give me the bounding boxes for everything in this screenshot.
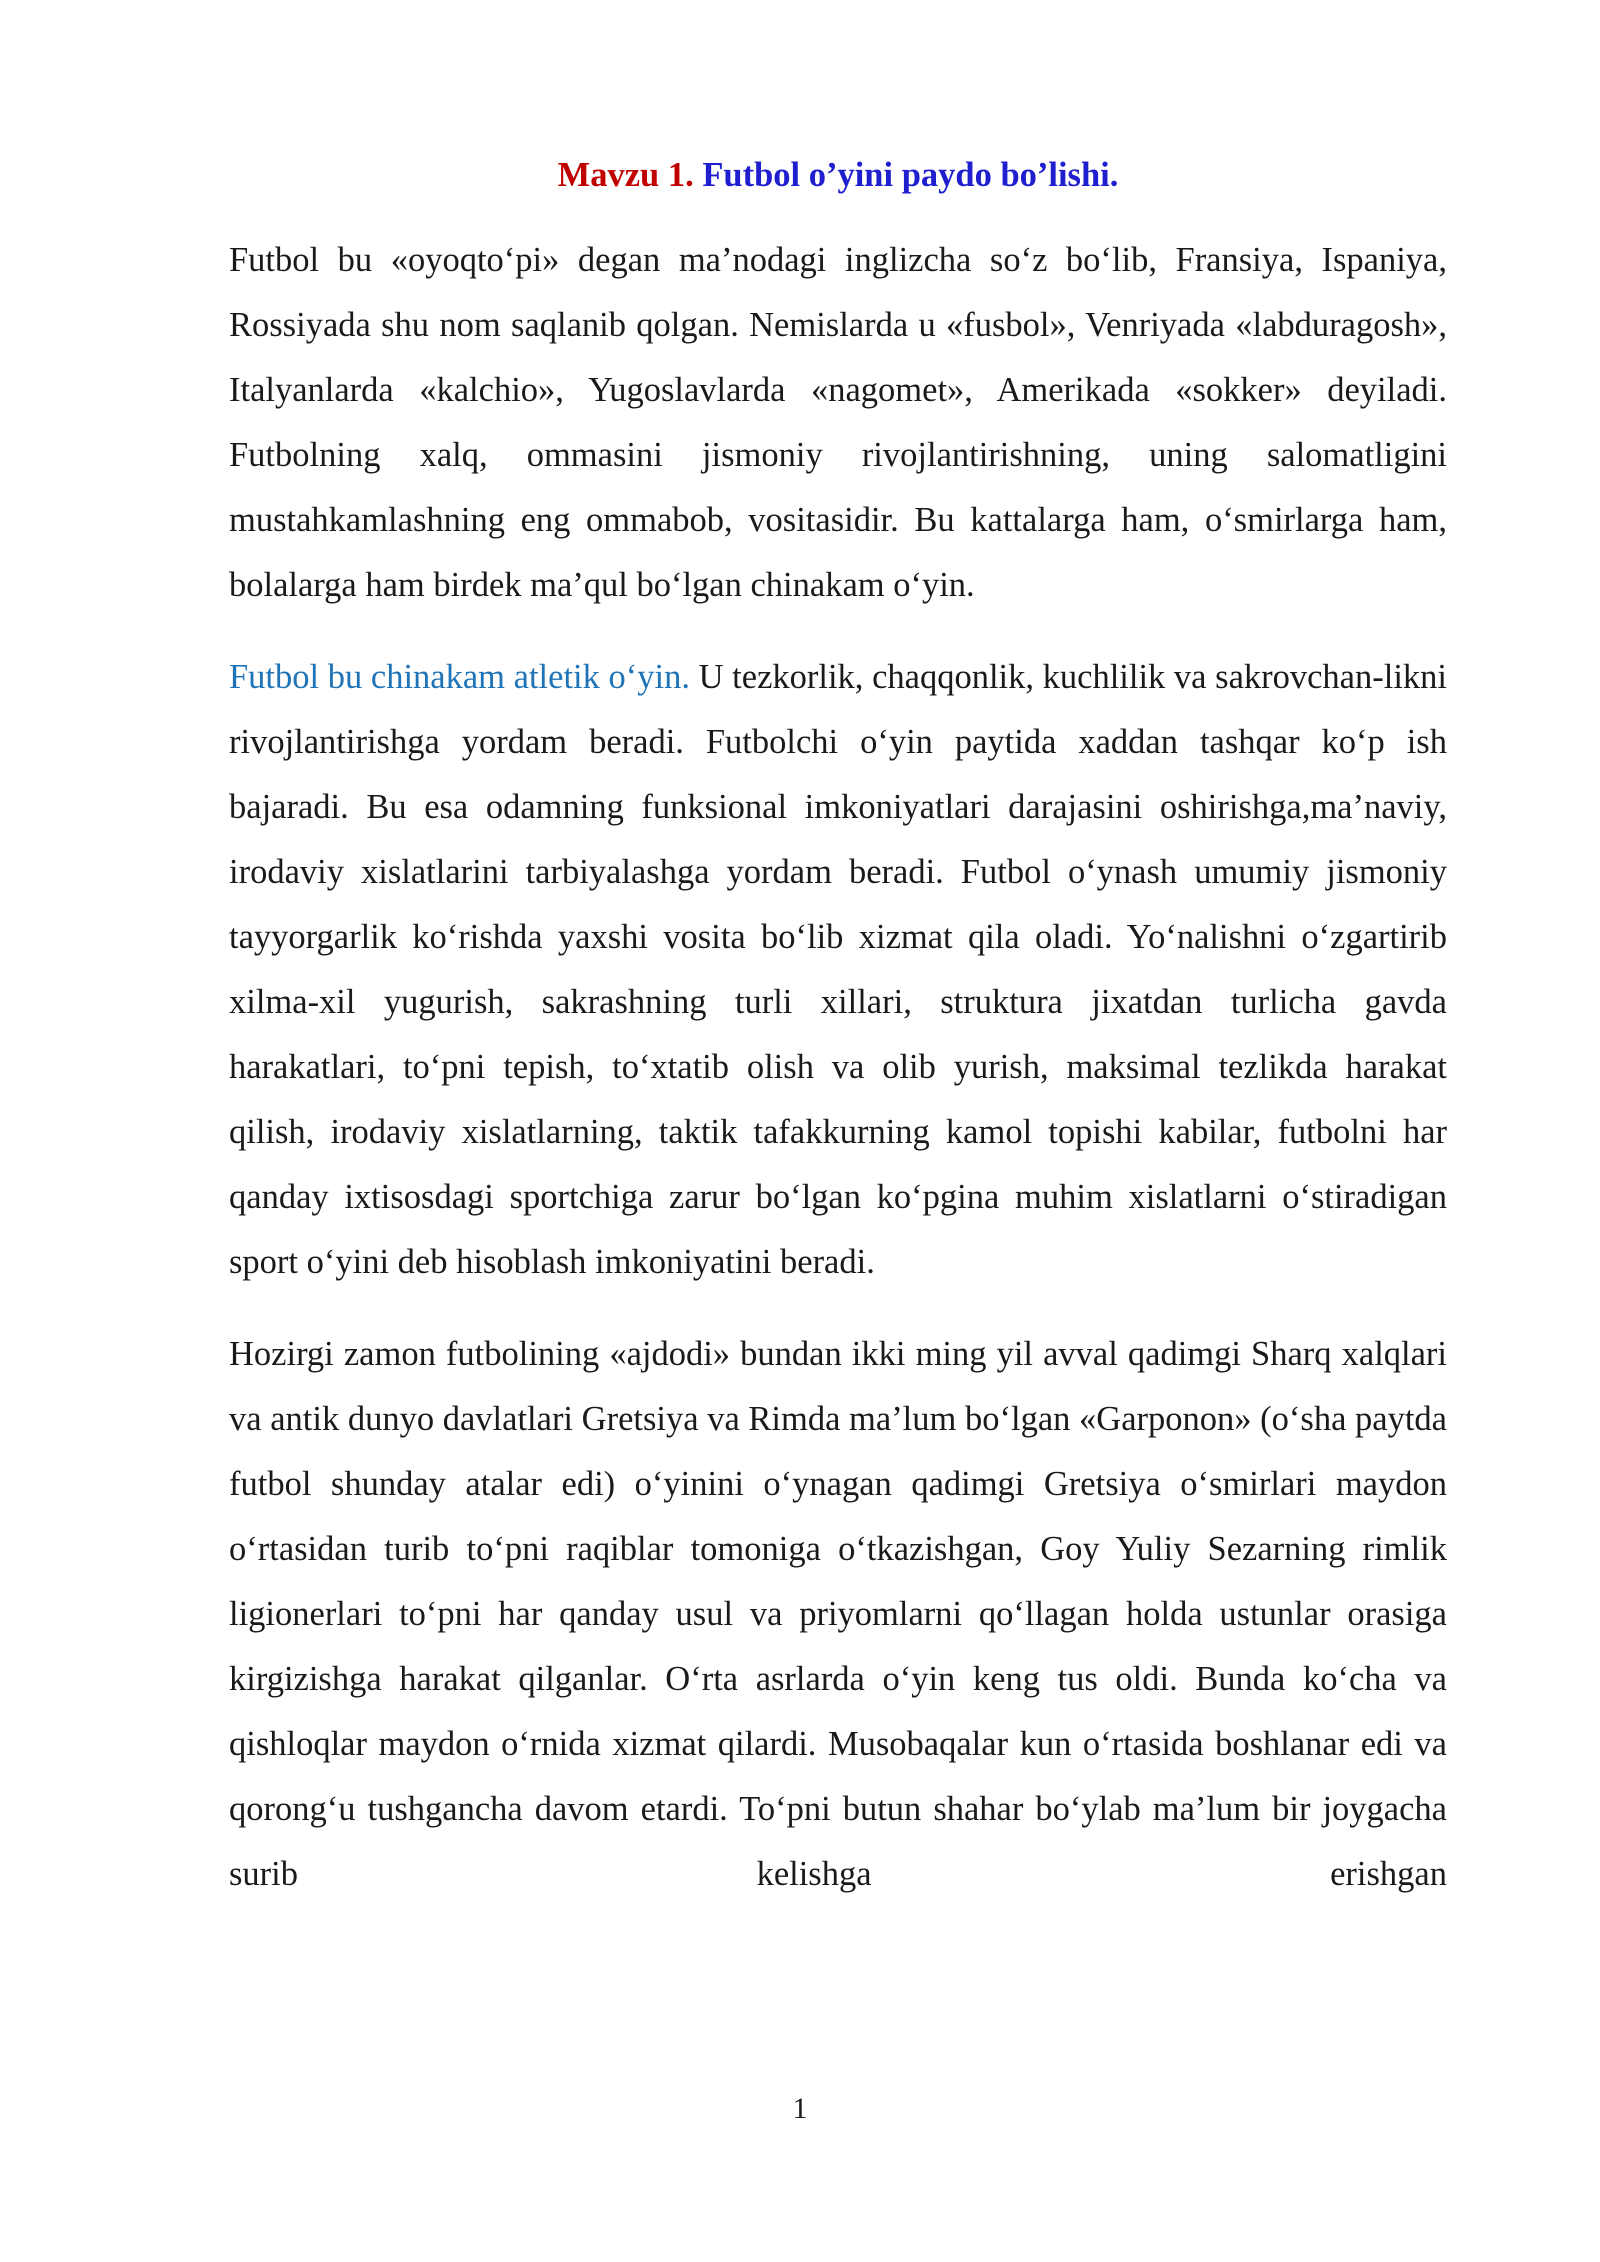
paragraph-1 xyxy=(229,228,1447,618)
paragraph-2 xyxy=(229,645,1447,1295)
paragraph-2-highlight: Futbol bu chinakam atletik o‘yin. xyxy=(229,658,690,696)
page-number: 1 xyxy=(792,2092,808,2125)
title-main: Futbol o’yini paydo bo’lishi. xyxy=(702,156,1119,194)
title-prefix: Mavzu 1. xyxy=(557,156,694,194)
paragraph-2-text: U tezkorlik, chaqqonlik, kuchlilik va sakrovchan-likni rivojlantirishga yordam beradi. Futbolchi o‘yin paytida xaddan tashqar ko‘p ish bajaradi. Bu esa odamning funksional imkoniyatlari darajasini oshirishga,ma’naviy, irodaviy xislatlarini tarbiyalashga yordam beradi. Futbol o‘ynash umumiy jismoniy tayyorgarlik ko‘rishda yaxshi vosita bo‘lib xizmat qila oladi. Yo‘nalishni o‘zgartirib xilma-xil yugurish, sakrashning turli xillari, struktura jixatdan turlicha gavda harakatlari, to‘pni tepish, to‘xtatib olish va olib yurish, maksimal tezlikda harakat qilish, irodaviy xislatlarning, taktik tafakkurning kamol topishi kabilar, futbolni har qanday ixtisosdagi sportchiga zarur bo‘lgan ko‘pgina muhim xislatlarni o‘stiradigan sport o‘yini deb hisoblash imkoniyatini beradi. xyxy=(229,658,1447,1281)
paragraph-3-text: Hozirgi zamon futbolining «ajdodi» bundan ikki ming yil avval qadimgi Sharq xalqlari va antik dunyo davlatlari Gretsiya va Rimda ma’lum bo‘lgan «Garponon» (o‘sha paytda futbol shunday atalar edi) o‘yinini o‘ynagan qadimgi Gretsiya o‘smirlari maydon o‘rtasidan turib to‘pni raqiblar tomoniga o‘tkazishgan, Goy Yuliy Sezarning rimlik ligionerlari to‘pni har qanday usul va priyomlarni qo‘llagan holda ustunlar orasiga kirgizishga harakat qilganlar. O‘rta asrlarda o‘yin keng tus oldi. Bunda ko‘cha va qishloqlar maydon o‘rnida xizmat qilardi. Musobaqalar kun o‘rtasida boshlanar edi va qorong‘u tushgancha davom etardi. To‘pni butun shahar bo‘ylab ma’lum bir joygacha surib kelishga erishgan xyxy=(229,1335,1447,1893)
document-body xyxy=(229,150,1447,1934)
page-title xyxy=(229,150,1447,200)
paragraph-3 xyxy=(229,1322,1447,1907)
paragraph-1-text: Futbol bu «oyoqto‘pi» degan ma’nodagi inglizcha so‘z bo‘lib, Fransiya, Ispaniya, Rossiyada shu nom saqlanib qolgan. Nemislarda u «fusbol», Venriyada «labduragosh», Italyanlarda «kalchio», Yugoslavlarda «nagomet», Amerikada «sokker» deyiladi. Futbolning xalq, ommasini jismoniy rivojlantirishning, uning salomatligini mustahkamlashning eng ommabob, vositasidir. Bu kattalarga ham, o‘smirlarga ham, bolalarga ham birdek ma’qul bo‘lgan chinakam o‘yin. xyxy=(229,241,1447,604)
